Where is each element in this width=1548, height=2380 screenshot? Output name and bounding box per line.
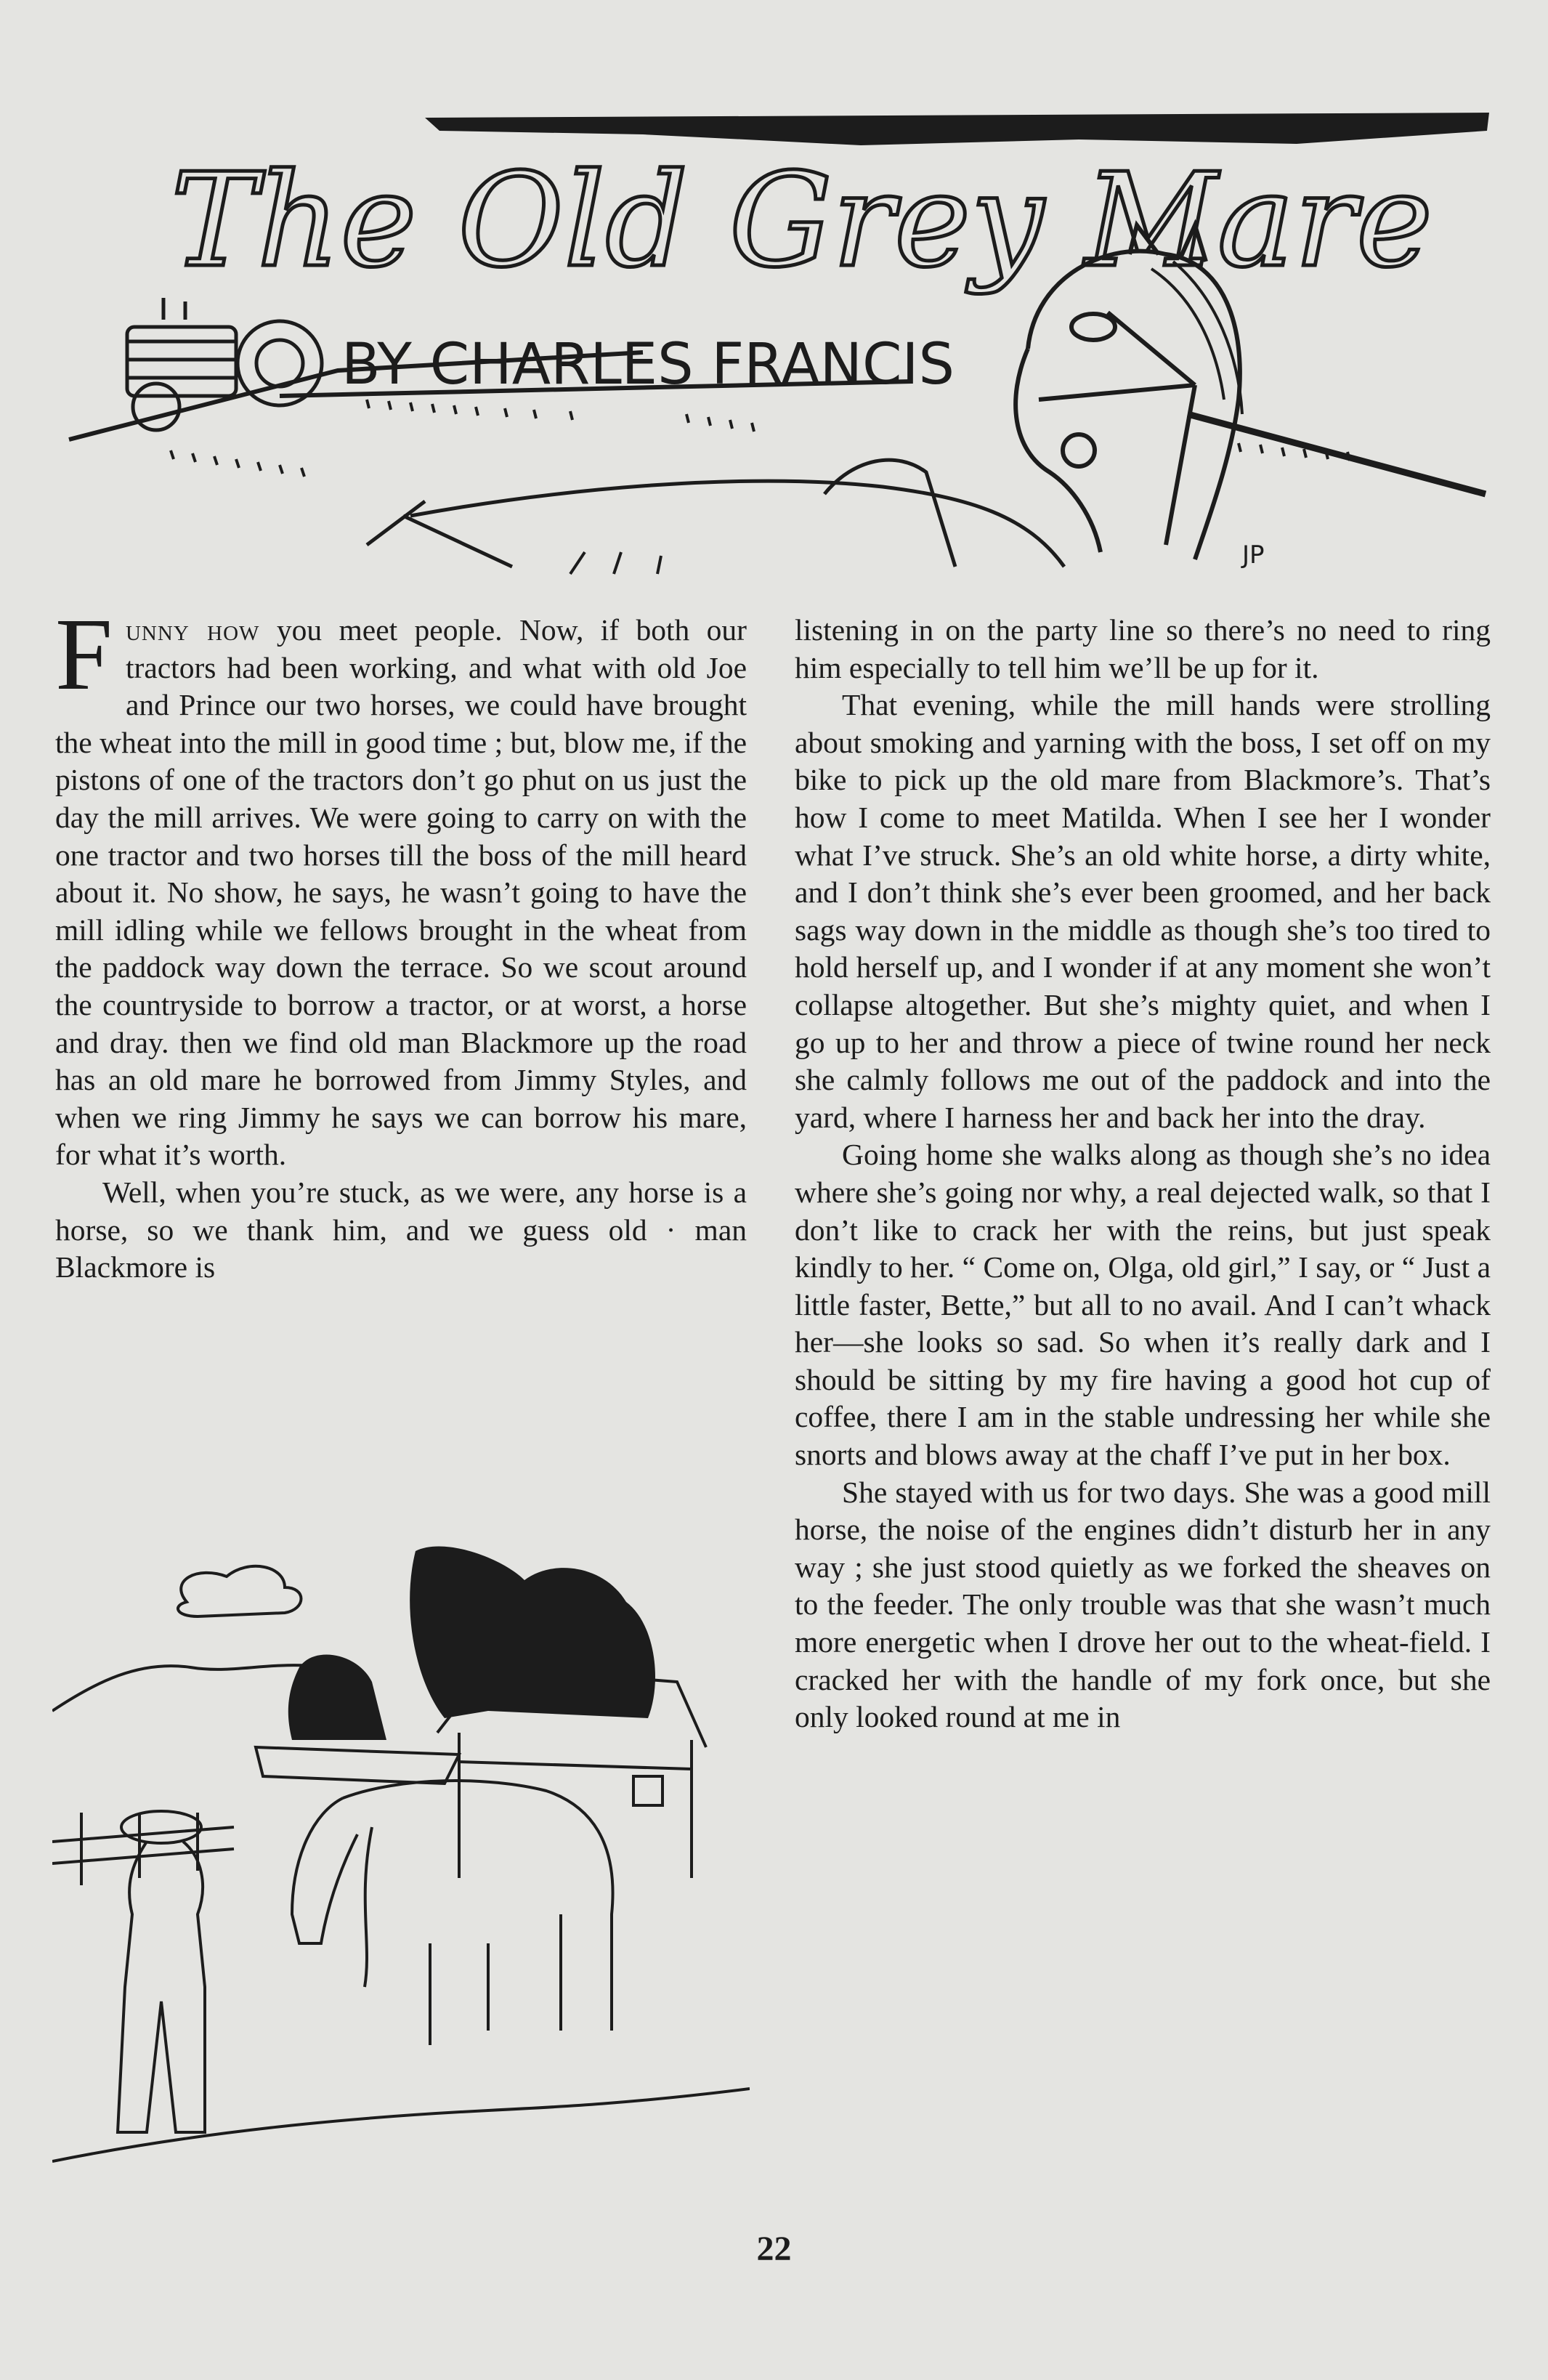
paragraph-3: listening in on the party line so there’s no need to ring him especially to tell him we’ll be up for it. bbox=[795, 613, 1491, 684]
man-body bbox=[118, 1842, 205, 2132]
tractor-drawing bbox=[127, 298, 322, 430]
paragraph-1 bbox=[55, 596, 747, 1174]
horse-body-drawing bbox=[367, 460, 1064, 574]
illustration-farmer-and-horse bbox=[52, 1537, 750, 2190]
illustration-drawing bbox=[52, 1537, 750, 2190]
article-column-right bbox=[795, 612, 1491, 1736]
paragraph-4: That evening, while the mill hands were strolling about smoking and yarning with the boss, I set off on my bike to pick up the old mare from Blackmore’s. That’s how I come to meet Matilda. When I see her I wonder what I’ve struck. She’s an old white horse, a dirty white, and I don’t think she’s ever been groomed, and her back sags way down in the middle as though she’s too tired to hold herself up, and I wonder if at any moment she won’t collapse altogether. But she’s mighty quiet, and when I go up to her and throw a piece of twine round her neck she calmly follows me out of the paddock and into the yard, where I harness her and back her into the dray. bbox=[795, 688, 1491, 1134]
header-illustration bbox=[62, 109, 1496, 581]
left-trees bbox=[288, 1655, 386, 1740]
horse bbox=[292, 1781, 613, 2045]
paragraph-5: Going home she walks along as though she’s no idea where she’s going nor why, a real dejected walk, so that I don’t like to crack her with the reins, but just speak kindly to her. “ Come on, Olga, old girl,” I say, or “ Just a little faster, Bette,” but all to no avail. And I can’t whack her—she looks so sad. So when it’s really dark and I should be sitting by my fire having a good hot cup of coffee, there I am in the stable undressing her while she snorts and blows away at the chaff I’ve put in her box. bbox=[795, 1138, 1491, 1472]
paragraph-2: Well, when you’re stuck, as we were, any horse is a horse, so we thank him, and we guess old · man Blackmore is bbox=[55, 1175, 747, 1284]
article-column-left bbox=[55, 596, 747, 1287]
small-caps-lead: unny how bbox=[125, 613, 260, 647]
barn-window bbox=[633, 1776, 662, 1805]
page-number: 22 bbox=[756, 2230, 792, 2268]
man-hat bbox=[121, 1811, 201, 1843]
dark-trees bbox=[410, 1547, 655, 1718]
ink-brush-band bbox=[425, 113, 1489, 145]
shed-roof bbox=[256, 1747, 459, 1784]
artist-initials: JP bbox=[1242, 541, 1265, 570]
header-drawing bbox=[62, 109, 1496, 581]
title-script: The Old Grey Mare bbox=[171, 145, 1433, 296]
ground bbox=[52, 2089, 750, 2161]
cloud bbox=[178, 1566, 301, 1616]
drop-cap: F bbox=[55, 596, 113, 711]
paragraph-1-text: you meet people. Now, if both our tractors had been working, and what with old Joe and Prince our two horses, we could have brought the wheat into the mill in good time ; but, blow me, if the pistons of one of the tractors don’t go phut on us just the day the mill arrives. We were going to carry on with the one tractor and two horses till the boss of the mill heard about it. No show, he says, he wasn’t going to have the mill idling while we fellows brought in the wheat from the paddock way down the terrace. So we scout around the countryside to borrow a tractor, or at worst, a horse and dray. then we find old man Blackmore up the road has an old mare he borrowed from Jimmy Styles, and when we ring Jimmy he says we can borrow his mare, for what it’s worth. bbox=[55, 613, 747, 1172]
hills bbox=[52, 1665, 328, 1711]
paragraph-6: She stayed with us for two days. She was a good mill horse, the noise of the engines didn’t disturb her in any way ; she just stood quietly as we forked the sheaves on to the feeder. The only trouble was that she wasn’t much more energetic when I drove her out to the wheat-field. I cracked her with the handle of my fork once, but she only looked round at me in bbox=[795, 1475, 1491, 1734]
byline: BY CHARLES FRANCIS bbox=[341, 332, 955, 397]
stubble-marks bbox=[171, 400, 1350, 477]
